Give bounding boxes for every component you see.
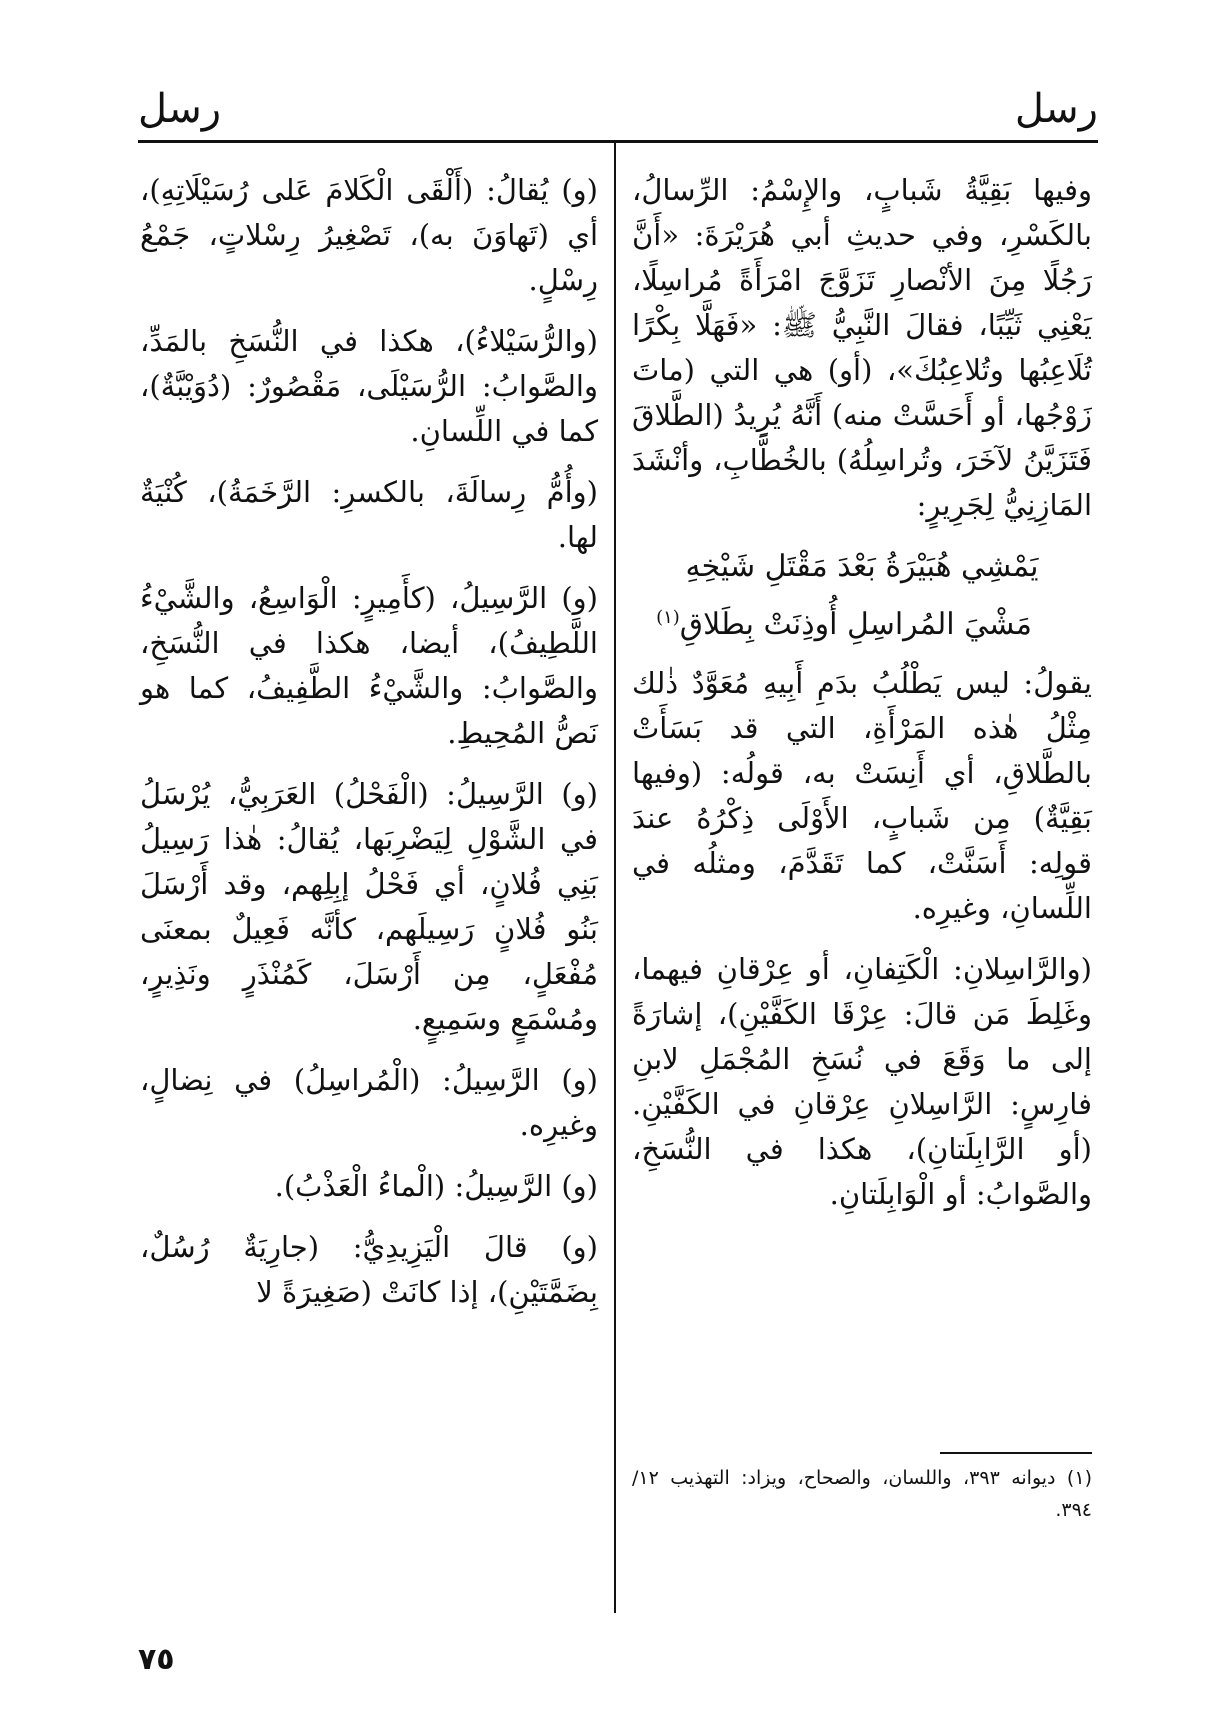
right-paragraph-3: (والرَّاسِلانِ: الْكَتِفانِ، أو عِرْقانِ فيهما، وغَلِطَ مَن قالَ: عِرْقَا الكَفَّيْنِ)، إشارَةً إلى ما وَقَعَ في نُسَخِ المُجْمَلِ لابنِ فارِسٍ: الرَّاسِلانِ عِرْقانِ في الكَفَّيْنِ. (أو الرَّابِلَتانِ)، هكذا في النُّسَخِ، والصَّوابُ: أو الْوَابِلَتانِ.	[632, 952, 1092, 1211]
right-column	[632, 168, 1092, 1233]
page-number: ٧٥	[138, 1642, 175, 1677]
verse-line-2	[632, 595, 1056, 647]
left-column	[140, 168, 598, 1329]
right-paragraph-2: يقولُ: ليس يَطْلُبُ بدَمِ أَبِيهِ مُعَوَّدٌ ذٰلك مِثْلُ هٰذه المَرْأَةِ، التي قد بَسَأَتْ بالطَّلاقِ، أي أَنِسَتْ به، قولُه: (وفيها بَقِيَّةٌ) مِن شَبابٍ، الأَوْلَى ذِكْرُهُ عندَ قولِه: أَسَنَّتْ، كما تَقَدَّمَ، ومثلُه في اللِّسانِ، وغيرِه.	[632, 666, 1092, 925]
left-paragraph-3: (وأُمُّ رِسالَةَ، بالكسرِ: الرَّخَمَةُ)، كُنْيَةٌ لها.	[140, 475, 598, 554]
verse-line-2-text: مَشْيَ المُراسِلِ أُوذِنَتْ بِطَلاقِ	[679, 607, 1032, 642]
header-root-word-left: رسل	[138, 86, 222, 132]
footnote-reference: (١)	[656, 607, 680, 628]
left-paragraph-1: (و) يُقالُ: (أَلْقَى الْكَلامَ عَلى رُسَيْلَاتِهِ)، أي (تَهاوَنَ به)، تَصْغِيرُ رِسْلاتٍ، جَمْعُ رِسْلٍ.	[140, 173, 598, 297]
verse-line-1: يَمْشِي هُبَيْرَةُ بَعْدَ مَقْتَلِ شَيْخِهِ	[685, 549, 1039, 584]
footnote: (١) ديوانه ٣٩٣، واللسان، والصحاح، ويزاد: التهذيب ١٢/ ٣٩٤.	[632, 1467, 1092, 1521]
page-header	[138, 80, 1098, 138]
left-paragraph-7: (و) الرَّسِيلُ: (الْماءُ الْعَذْبُ).	[274, 1169, 598, 1203]
left-paragraph-4: (و) الرَّسِيلُ، (كأَمِيرٍ: الْوَاسِعُ، والشَّيْءُ اللَّطِيفُ)، أيضا، هكذا في النُّسَخِ، والصَّوابُ: والشَّيْءُ الطَّفِيفُ، كما هو نَصُّ المُحِيطِ.	[140, 581, 598, 750]
header-rule	[138, 140, 1098, 143]
right-paragraph-1: وفيها بَقِيَّةُ شَبابٍ، والإِسْمُ: الرِّسالُ، بالكَسْرِ، وفي حديثِ أبي هُرَيْرَةَ: «أَنَّ رَجُلًا مِنَ الأنْصارِ تَزَوَّجَ امْرَأَةً مُراسِلًا، يَعْنِي ثَيِّبًا، فقالَ النَّبِيُّ ﷺ: «فَهَلَّا بِكْرًا تُلَاعِبُها وتُلاعِبُكَ»، (أو) هي التي (ماتَ زَوْجُها، أو أَحَسَّتْ منه) أَنَّهُ يُرِيدُ (الطَّلاقَ فَتَزَيَّنُ لآخَرَ، وتُراسِلُهُ) بالخُطَّابِ، وأنْشَدَ المَازِنِيُّ لِجَرِيرٍ:	[632, 173, 1092, 522]
header-root-word-right: رسل	[1014, 86, 1098, 132]
left-paragraph-2: (والرُّسَيْلاءُ)، هكذا في النُّسَخِ بالمَدِّ، والصَّوابُ: الرُّسَيْلَى، مَقْصُورٌ: (دُوَيْبَّةٌ)، كما في اللِّسانِ.	[140, 324, 598, 448]
footnote-rule	[940, 1452, 1092, 1454]
column-divider	[614, 143, 616, 1613]
left-paragraph-8: (و) قالَ الْيَزِيدِيُّ: (جارِيَةٌ رُسُلٌ، بِضَمَّتَيْنِ)، إذا كانَتْ (صَغِيرَةً لا	[140, 1230, 598, 1309]
left-paragraph-5: (و) الرَّسِيلُ: (الْفَحْلُ) العَرَبِيُّ، يُرْسَلُ في الشَّوْلِ لِيَضْرِبَها، يُقالُ: هٰذا رَسِيلُ بَنِي فُلانٍ، أي فَحْلُ إبِلِهم، وقد أَرْسَلَ بَنُو فُلانٍ رَسِيلَهم، كأنَّه فَعِيلٌ بمعنَى مُفْعَلٍ، مِن أَرْسَلَ، كَمُنْذَرٍ ونَذِيرٍ، ومُسْمَعٍ وسَمِيعٍ.	[140, 777, 598, 1036]
left-paragraph-6: (و) الرَّسِيلُ: (الْمُراسِلُ) في نِضالٍ، وغيرِه.	[140, 1063, 598, 1142]
